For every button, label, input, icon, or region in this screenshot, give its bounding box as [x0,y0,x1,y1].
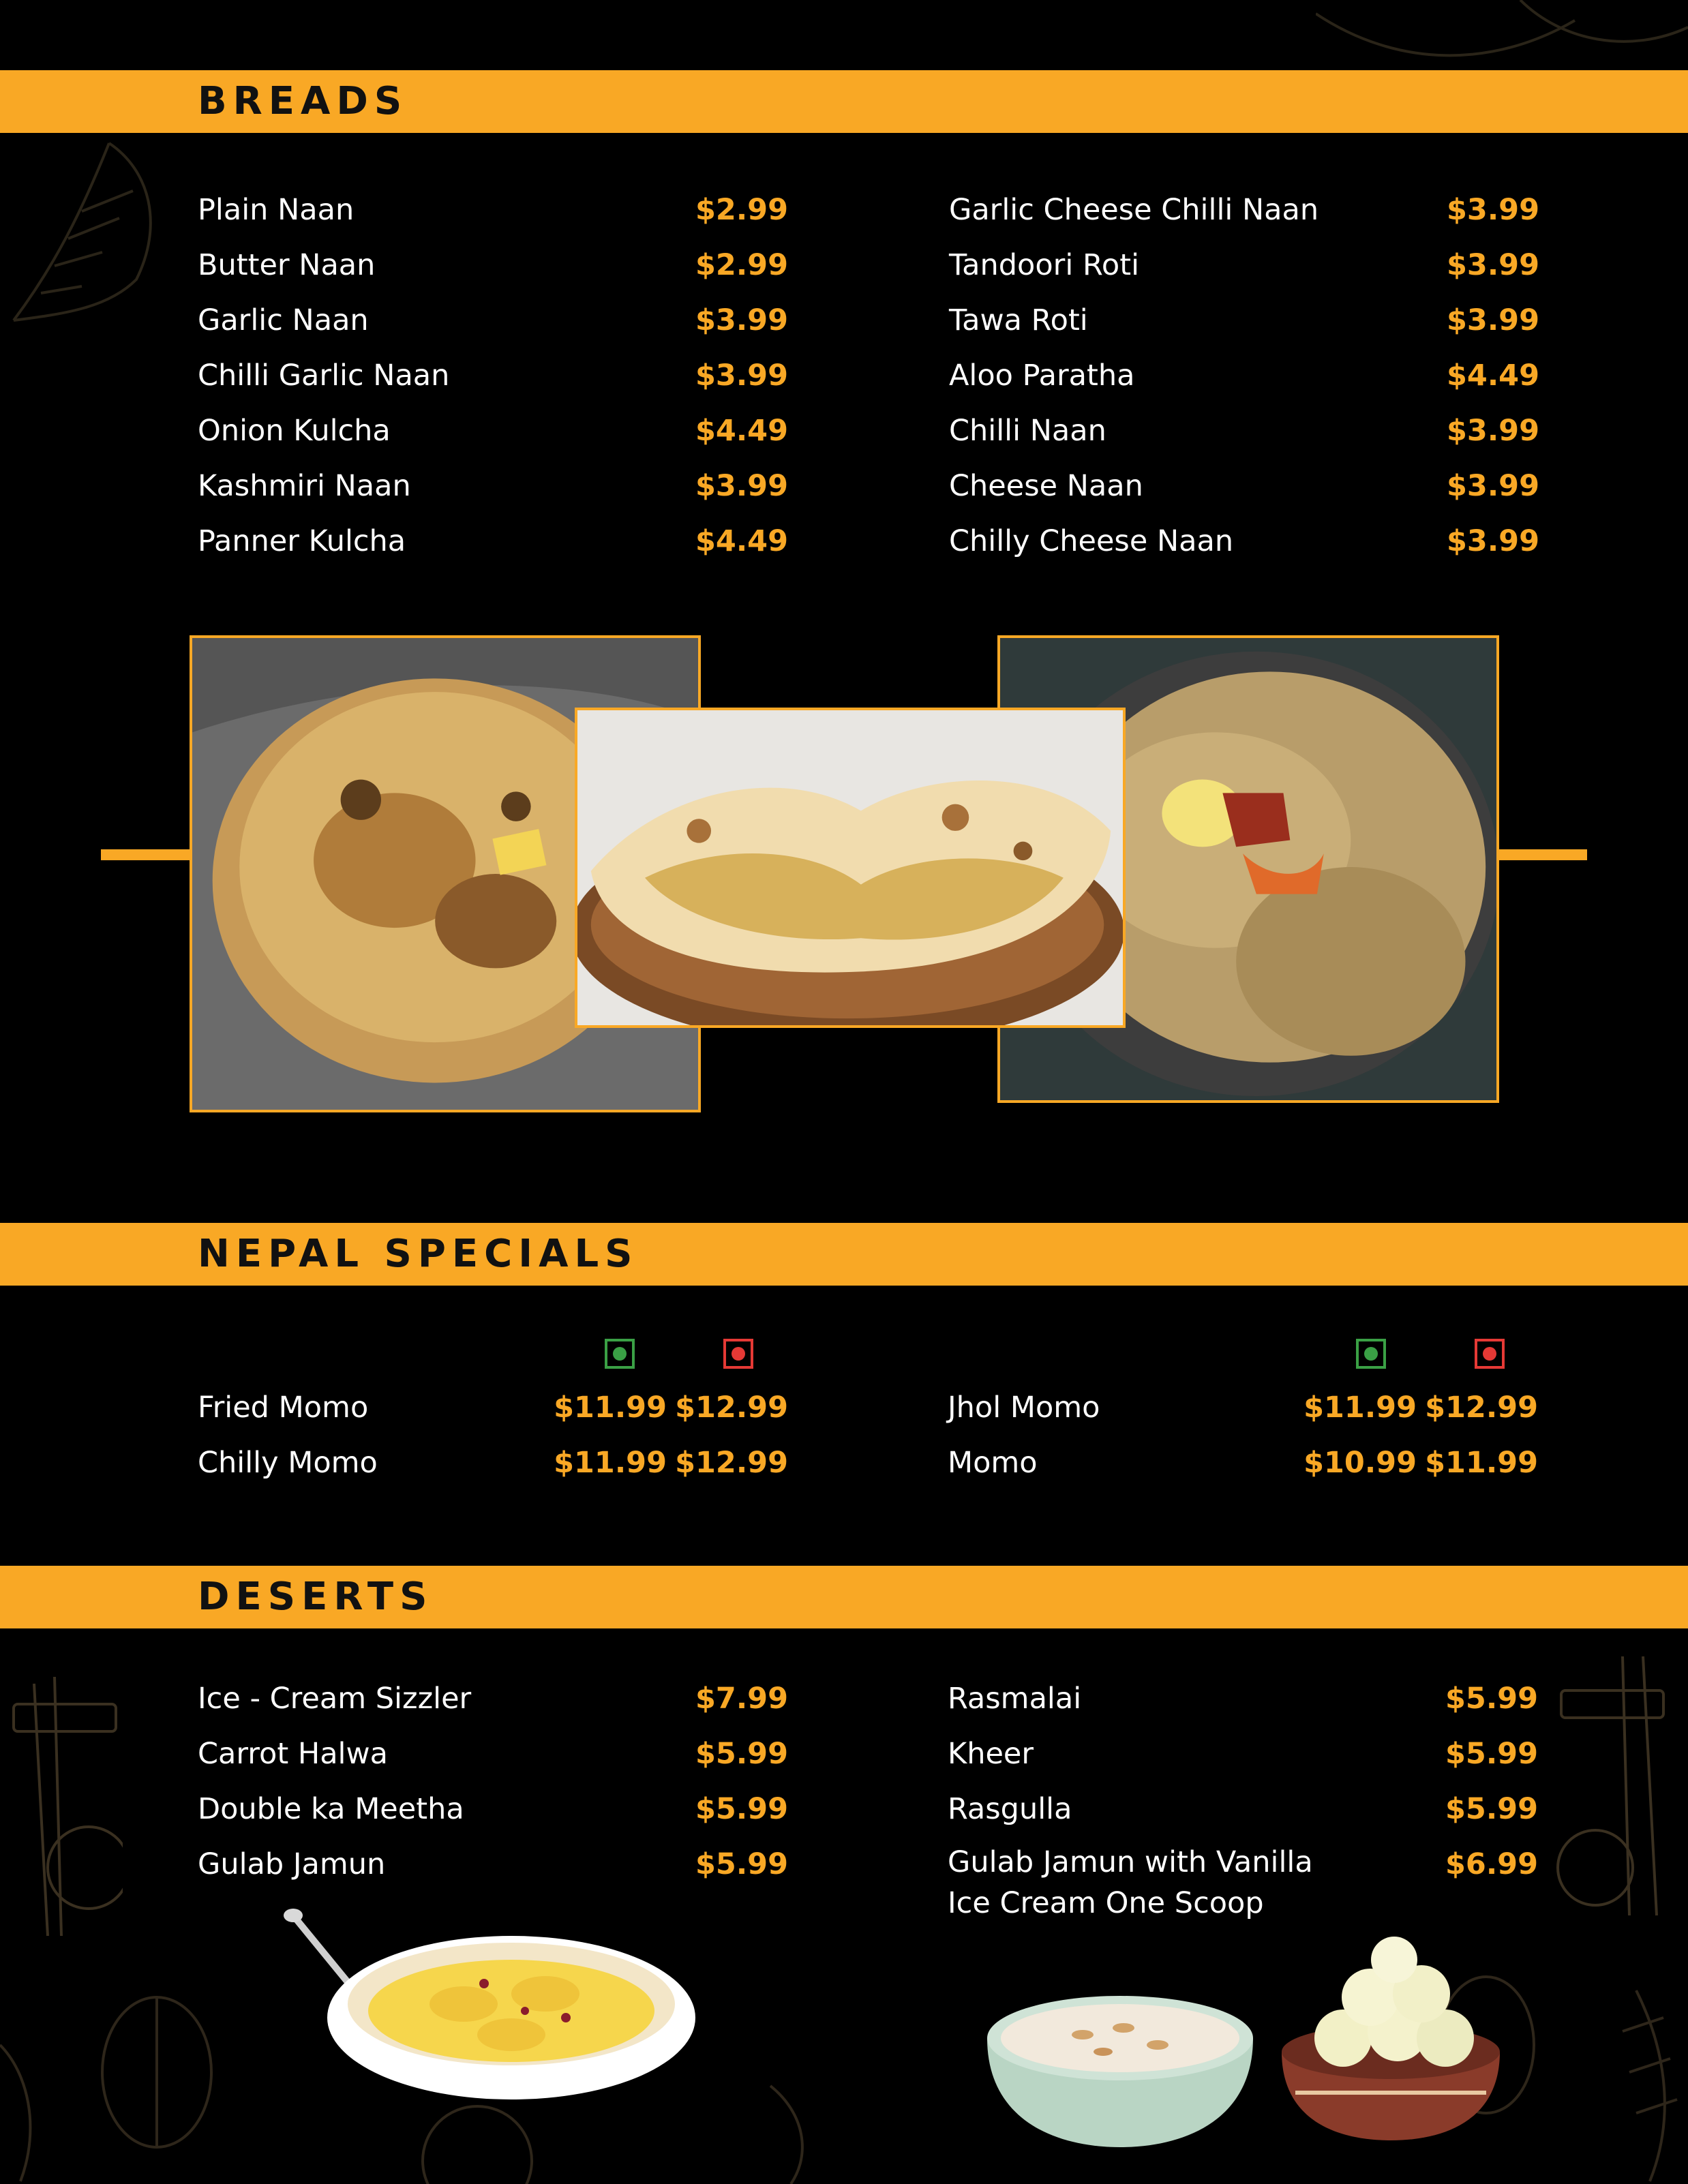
item-name: Panner Kulcha [198,524,406,558]
specials-section-title: NEPAL SPECIALS [198,1232,639,1276]
naan-basket-photo-center [575,708,1126,1028]
item-name: Chilly Cheese Naan [949,524,1234,558]
menu-item [198,1682,788,1737]
item-name: Chilli Garlic Naan [198,359,450,393]
nonveg-indicator-icon [723,1339,753,1369]
veg-indicator-icon [1356,1339,1386,1369]
item-name: Rasgulla [948,1792,1072,1826]
item-name: Plain Naan [198,193,355,227]
menu-item [949,359,1539,414]
item-price: $3.99 [1446,469,1539,503]
leaf-doodle-left [0,130,205,334]
item-price: $5.99 [695,1847,788,1881]
nonveg-price: $12.99 [1425,1391,1538,1425]
collage-line-right [1497,849,1587,860]
veg-indicator-icon [605,1339,635,1369]
item-name: Onion Kulcha [198,414,391,448]
breads-list-right [949,193,1539,579]
item-name: Tandoori Roti [949,248,1140,282]
chopsticks-doodle-right [1554,1650,1684,1936]
item-price: $5.99 [695,1792,788,1826]
breads-list-left [198,193,788,579]
breads-section-title: BREADS [198,79,408,123]
breads-section-header [0,70,1688,133]
menu-item [198,524,788,579]
veg-price: $10.99 [1303,1446,1417,1480]
item-name: Gulab Jamun [198,1847,386,1881]
menu-item [949,414,1539,469]
menu-item [198,359,788,414]
menu-item [948,1737,1538,1792]
menu-item [198,469,788,524]
item-name: Tawa Roti [949,303,1088,337]
menu-item [949,303,1539,359]
item-name: Rasmalai [948,1682,1082,1716]
item-price: $3.99 [1446,248,1539,282]
item-price: $4.49 [695,414,788,448]
item-name: Aloo Paratha [949,359,1135,393]
deserts-section-title: DESERTS [198,1575,434,1619]
item-name: Kashmiri Naan [198,469,411,503]
nonveg-price: $11.99 [1425,1446,1538,1480]
item-name: Chilly Momo [198,1446,378,1480]
item-name: Butter Naan [198,248,376,282]
menu-item [198,193,788,248]
deserts-section-header [0,1566,1688,1628]
rasgulla-pot-photo [1275,1936,1507,2140]
item-price: $3.99 [695,469,788,503]
menu-item [198,1792,788,1847]
item-price: $5.99 [1445,1792,1538,1826]
item-price: $2.99 [695,193,788,227]
menu-item [948,1446,1538,1501]
item-price: $5.99 [695,1737,788,1771]
menu-item [198,1391,788,1446]
item-price: $5.99 [1445,1682,1538,1716]
item-price: $6.99 [1445,1847,1538,1881]
item-price: $2.99 [695,248,788,282]
item-name: Jhol Momo [948,1391,1100,1425]
rasmalai-bowl-photo [280,1909,709,2134]
item-name: Fried Momo [198,1391,369,1425]
item-name: Momo [948,1446,1038,1480]
item-name: Carrot Halwa [198,1737,389,1771]
item-price: $5.99 [1445,1737,1538,1771]
menu-item [948,1792,1538,1847]
menu-item [949,524,1539,579]
item-price: $3.99 [1446,414,1539,448]
chopsticks-doodle-left [7,1663,123,1950]
menu-item [949,193,1539,248]
item-name: Cheese Naan [949,469,1143,503]
item-name-line2: Ice Cream One Scoop [948,1886,1264,1920]
item-price: $3.99 [695,359,788,393]
nonveg-price: $12.99 [675,1391,788,1425]
item-name: Double ka Meetha [198,1792,464,1826]
menu-item [949,248,1539,303]
kheer-bowl-photo [987,1990,1253,2147]
specials-list-right [948,1391,1538,1501]
item-price: $7.99 [695,1682,788,1716]
item-price: $3.99 [1446,193,1539,227]
item-name: Chilli Naan [949,414,1106,448]
collage-line-left [101,849,196,860]
menu-item [198,248,788,303]
menu-item [198,414,788,469]
item-price: $3.99 [1446,524,1539,558]
item-name: Kheer [948,1737,1034,1771]
specials-list-left [198,1391,788,1501]
deserts-list-left [198,1682,788,1902]
specials-section-header [0,1223,1688,1286]
item-price: $3.99 [1446,303,1539,337]
menu-item [198,1847,788,1902]
menu-item [198,1446,788,1501]
leaf-doodle-top-right [1316,0,1688,68]
menu-item [948,1391,1538,1446]
item-price: $4.49 [695,524,788,558]
item-name: Garlic Cheese Chilli Naan [949,193,1319,227]
item-name [948,1842,1313,1924]
item-name: Garlic Naan [198,303,369,337]
item-price: $3.99 [695,303,788,337]
menu-item [948,1682,1538,1737]
nonveg-indicator-icon [1475,1339,1505,1369]
item-name: Ice - Cream Sizzler [198,1682,472,1716]
menu-item [949,469,1539,524]
item-name-line1: Gulab Jamun with Vanilla [948,1845,1313,1879]
menu-item [198,303,788,359]
item-price: $4.49 [1446,359,1539,393]
menu-item [948,1847,1538,1943]
menu-item [198,1737,788,1792]
veg-price: $11.99 [554,1446,667,1480]
veg-price: $11.99 [1303,1391,1417,1425]
deserts-list-right [948,1682,1538,1943]
nonveg-price: $12.99 [675,1446,788,1480]
veg-price: $11.99 [554,1391,667,1425]
